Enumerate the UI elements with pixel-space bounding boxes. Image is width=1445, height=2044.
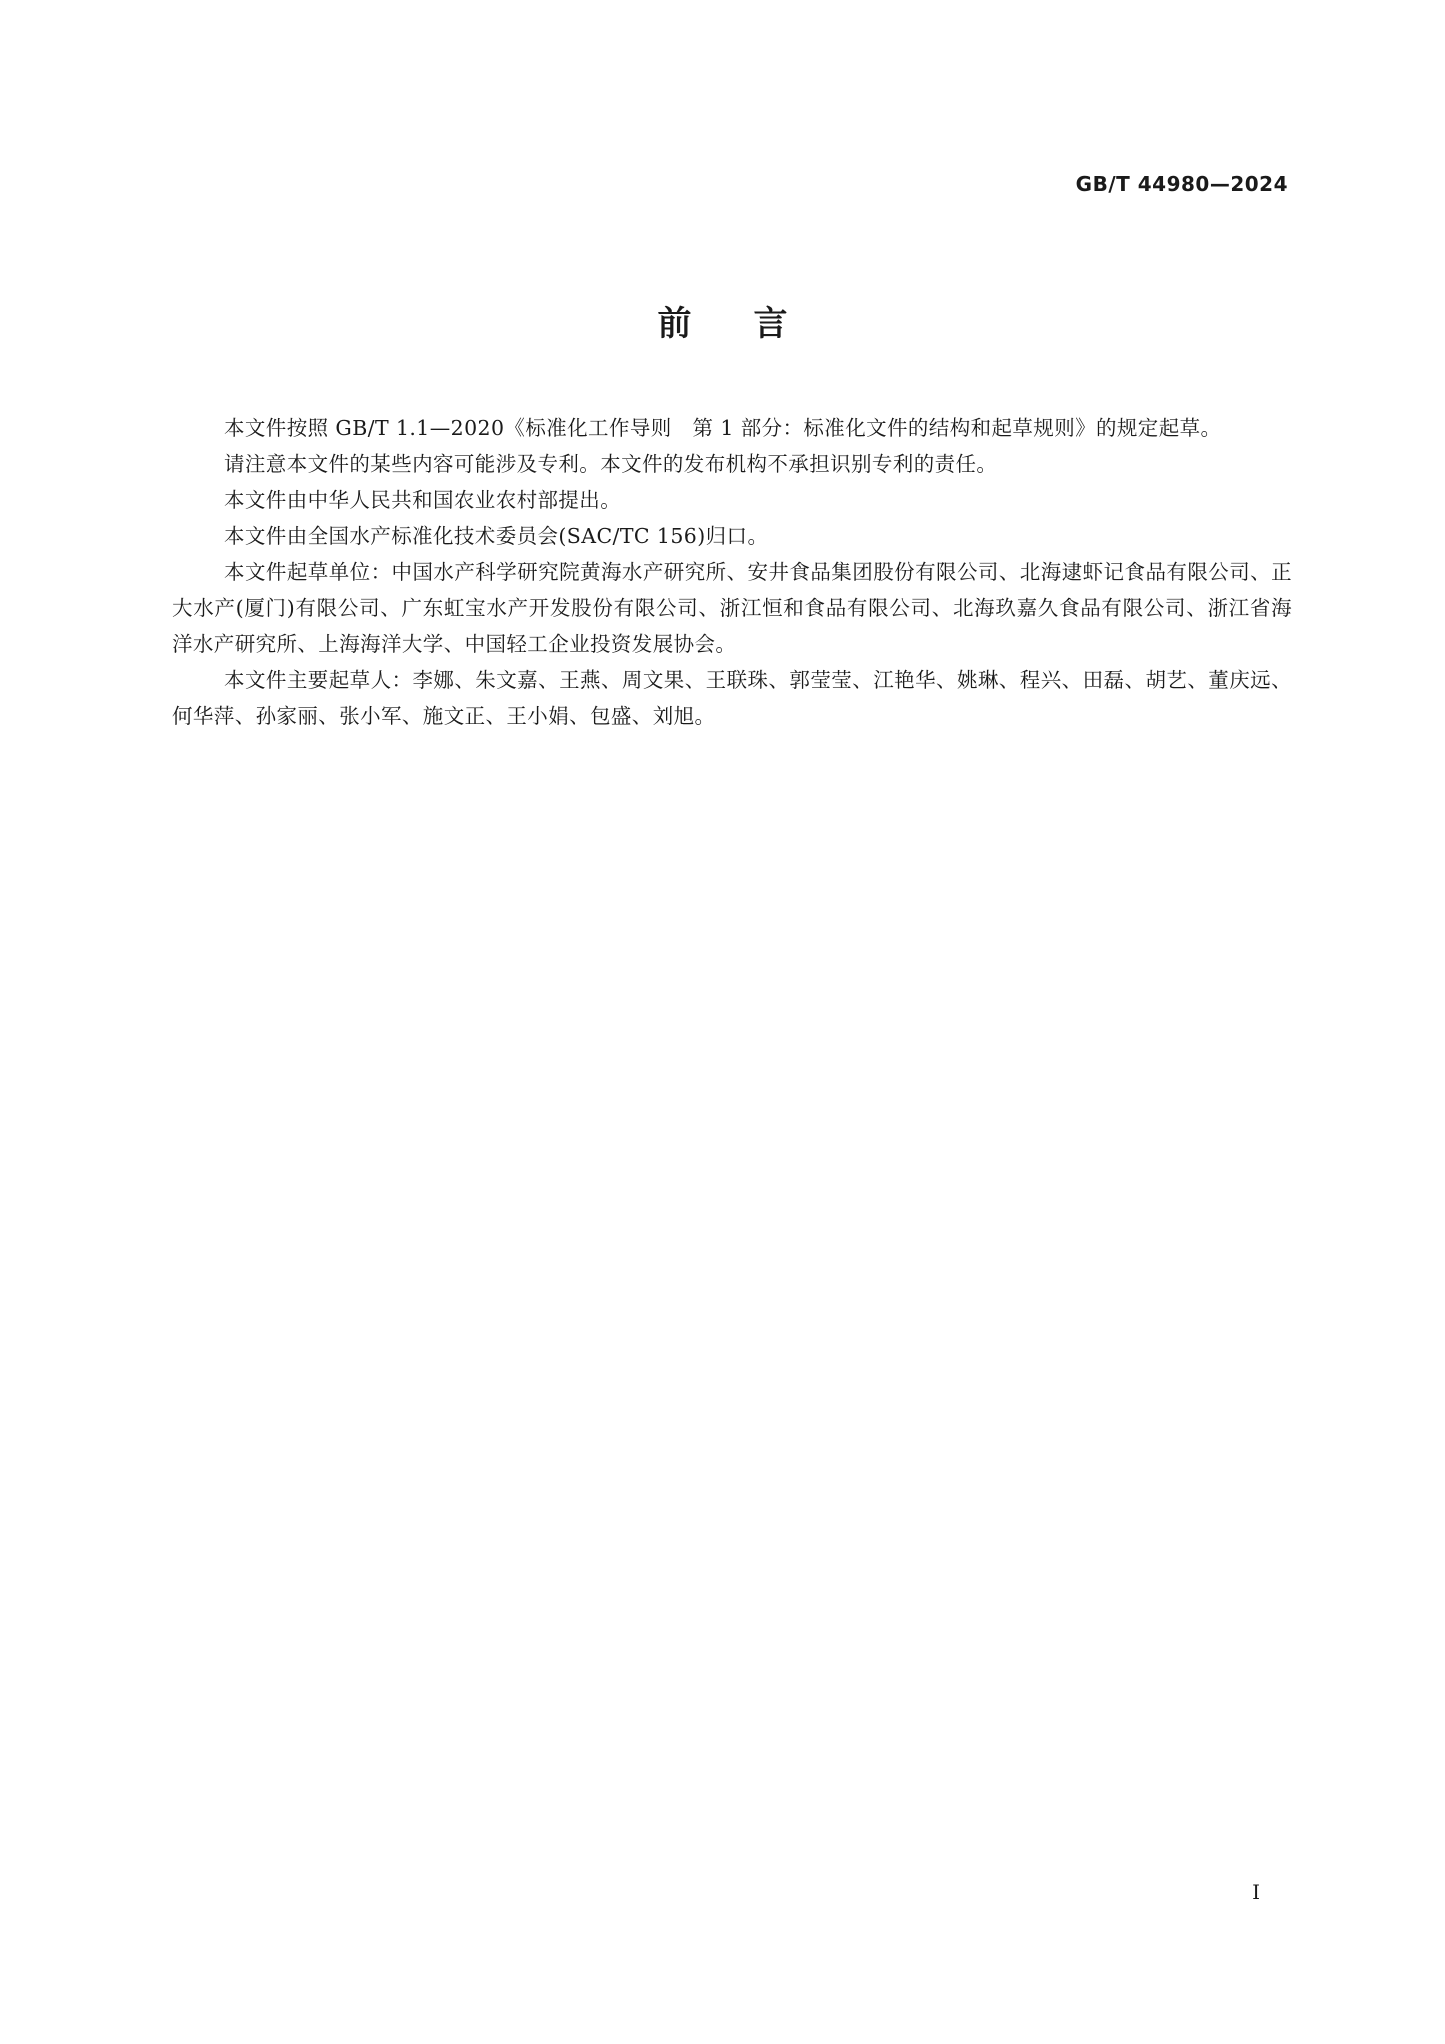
paragraph-drafters: 本文件主要起草人：李娜、朱文嘉、王燕、周文果、王联珠、郭莹莹、江艳华、姚琳、程兴、田磊、胡艺、董庆远、何华萍、孙家丽、张小军、施文正、王小娟、包盛、刘旭。 — [172, 668, 1292, 728]
paragraph-drafting-rules: 本文件按照 GB/T 1.1—2020《标准化工作导则 第 1 部分：标准化文件的结构和起草规则》的规定起草。 — [224, 416, 1222, 440]
page-number: I — [1252, 1880, 1260, 1904]
standard-code: GB/T 44980—2024 — [1075, 172, 1288, 196]
paragraph-proposer: 本文件由中华人民共和国农业农村部提出。 — [224, 488, 622, 512]
page-title: 前言 — [657, 304, 850, 344]
foreword-body — [172, 410, 1292, 734]
paragraph-technical-committee: 本文件由全国水产标准化技术委员会(SAC/TC 156)归口。 — [224, 524, 769, 548]
paragraph-patent-notice: 请注意本文件的某些内容可能涉及专利。本文件的发布机构不承担识别专利的责任。 — [224, 452, 998, 476]
paragraph-drafting-units: 本文件起草单位：中国水产科学研究院黄海水产研究所、安井食品集团股份有限公司、北海逮虾记食品有限公司、正大水产(厦门)有限公司、广东虹宝水产开发股份有限公司、浙江恒和食品有限公司、北海玖嘉久食品有限公司、浙江省海洋水产研究所、上海海洋大学、中国轻工企业投资发展协会。 — [172, 560, 1292, 656]
